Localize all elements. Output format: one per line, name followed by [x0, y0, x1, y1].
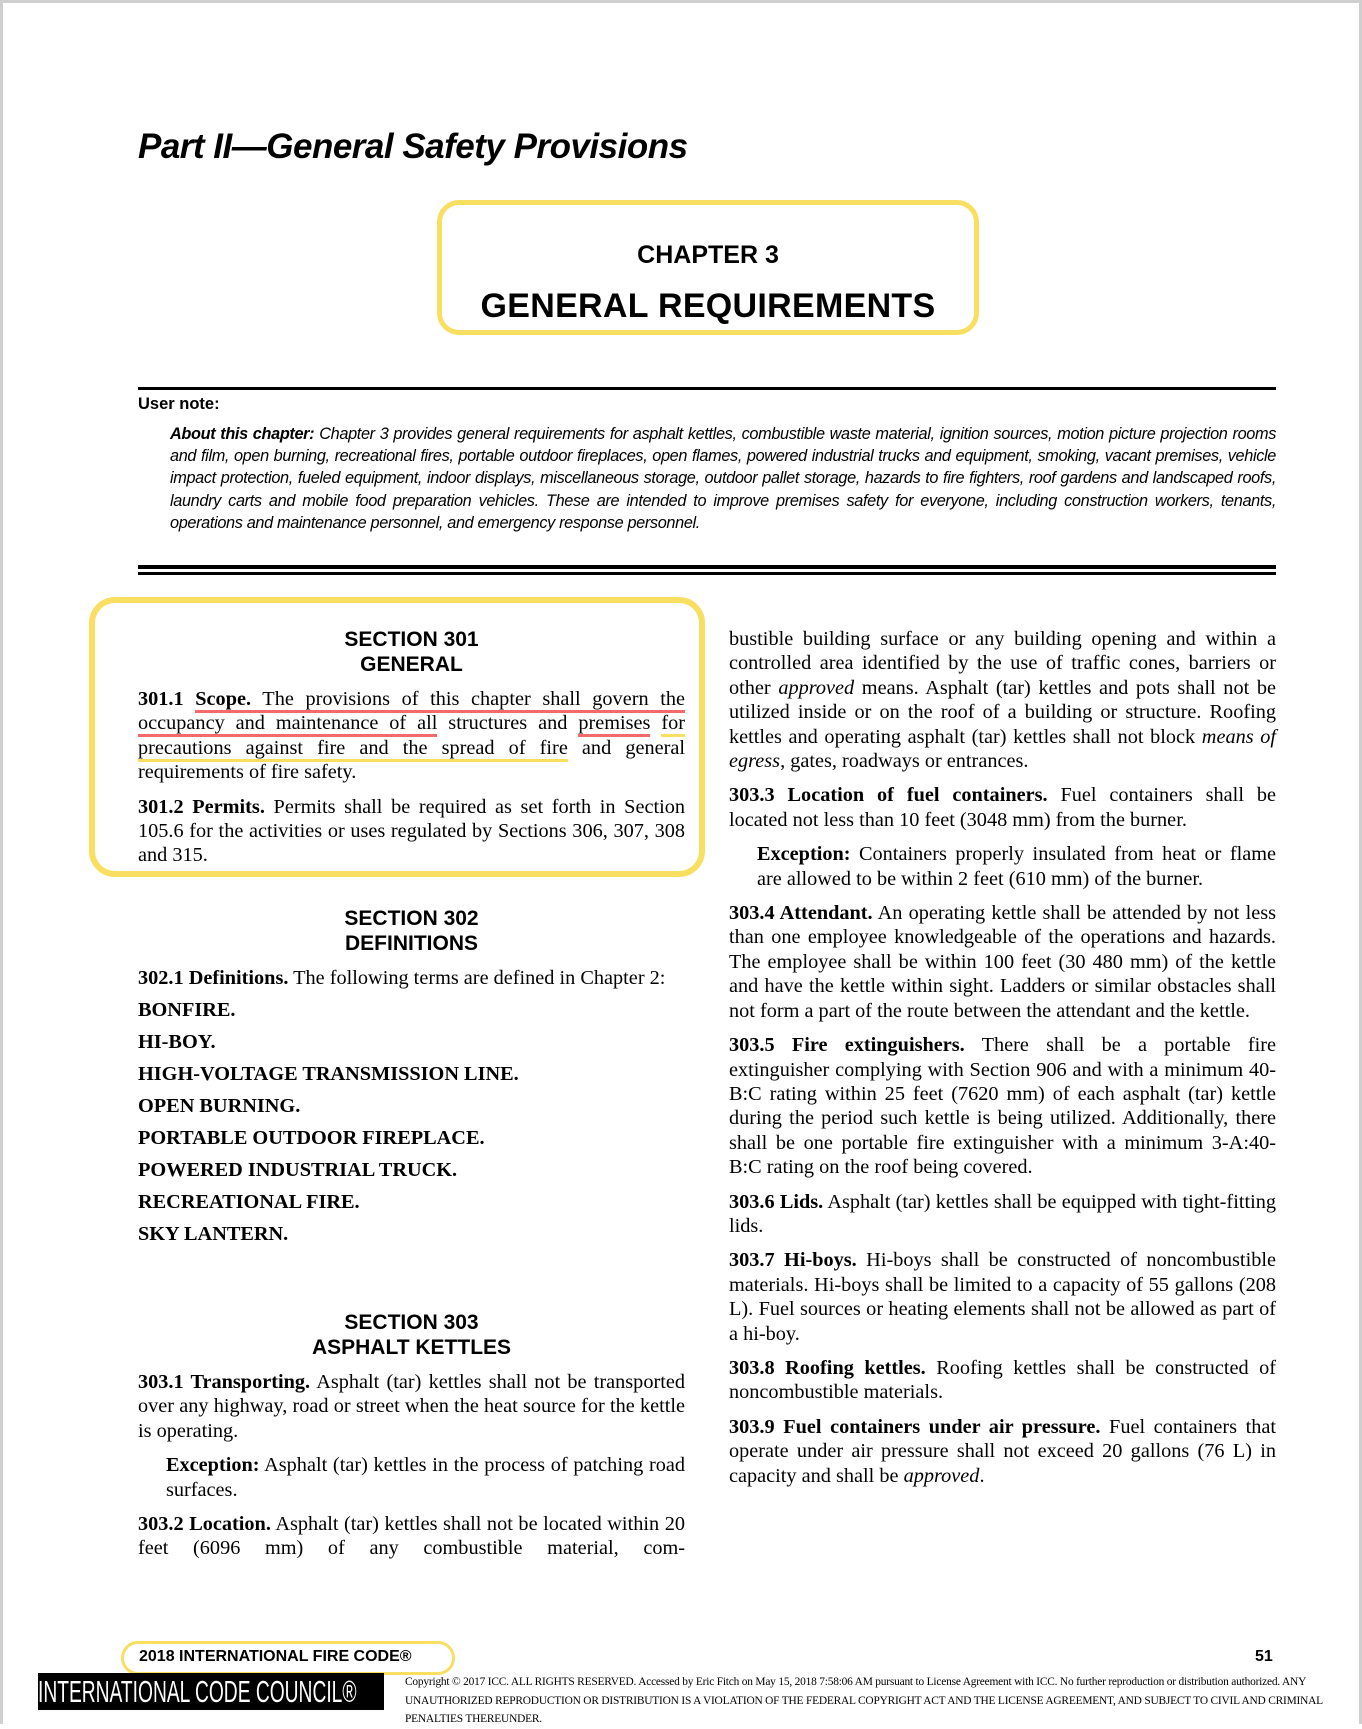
defined-term: HI-BOY.: [138, 1031, 216, 1054]
text: bustible building surface or any building opening and within a controlled area identified by the use of traffic cones, barriers or other: [729, 628, 1276, 699]
exception-303-3: [757, 842, 1276, 891]
divider: [138, 572, 1276, 575]
section-301: [138, 627, 685, 878]
exception-303-1: [166, 1453, 685, 1502]
clause-title: 303.1 Transporting.: [138, 1371, 311, 1393]
paragraph-301-2: [138, 795, 685, 868]
paragraph-303-5: [729, 1033, 1276, 1179]
red-underlined-text: The provisions of this chapter shall govern the: [251, 688, 685, 713]
defined-term: OPEN BURNING.: [138, 1095, 301, 1118]
page-number: 51: [1255, 1648, 1273, 1665]
clause-text: Permits shall be required as set forth in Section 105.6 for the activities or uses regulated by Sections 306, 307, 308 and 315.: [138, 795, 686, 867]
chapter-highlight-box: [437, 200, 979, 335]
defined-term-italic: approved: [778, 676, 855, 699]
chapter-title: GENERAL REQUIREMENTS: [480, 287, 936, 325]
section-302-heading: [138, 906, 685, 956]
text: means. Asphalt (tar) kettles and pots shall not be utilized inside or on the roof of a building or structure. Roofing kettles and operating asphalt (tar) kettles shall not block: [729, 676, 1276, 748]
text: .: [979, 1464, 985, 1487]
defined-term: RECREATIONAL FIRE.: [138, 1190, 360, 1213]
code-title: 2018 INTERNATIONAL FIRE CODE®: [139, 1648, 412, 1665]
clause-title: 303.7 Hi-boys.: [729, 1249, 857, 1272]
paragraph-303-9: [729, 1415, 1276, 1488]
clause-text: An operating kettle shall be attended by not less than one employee knowledgeable of the operations and hazards. The employee shall be within 100 feet (30 480 mm) of the kettle and have the kettle within sight. Ladders or similar obstacles shall not form a part of the route between the attendant and the kettle.: [729, 902, 1277, 1022]
section-number: SECTION 301: [344, 628, 479, 651]
section-302: [138, 906, 685, 1254]
clause-text: Fuel containers that operate under air pressure shall not exceed 20 gallons (76 L) in capacity and shall be: [729, 1415, 1276, 1487]
chapter-number: CHAPTER 3: [637, 241, 779, 269]
clause-text: Fuel containers shall be located not less than 10 feet (3048 mm) from the burner.: [729, 784, 1276, 831]
clause-title: 303.8 Roofing kettles.: [729, 1356, 926, 1379]
logo-text: INTERNATIONAL CODE COUNCIL®: [38, 1674, 357, 1709]
exception-text: Containers properly insulated from heat or flame are allowed to be within 2 feet (610 mm) of the burner.: [757, 843, 1276, 890]
defined-term: SKY LANTERN.: [138, 1222, 289, 1245]
clause-title: 302.1 Definitions.: [138, 967, 289, 989]
clause-text: Roofing kettles shall be constructed of noncombustible materials.: [729, 1356, 1276, 1404]
defined-term: BONFIRE.: [138, 999, 236, 1022]
exception-label: Exception:: [166, 1454, 260, 1477]
clause-text: Asphalt (tar) kettles shall be equipped with tight-fitting lids.: [729, 1190, 1277, 1237]
paragraph-303-3: [729, 783, 1276, 832]
paragraph-303-2: [138, 1512, 685, 1561]
exception-text: Asphalt (tar) kettles in the process of patching road surfaces.: [166, 1454, 685, 1501]
user-note-label: User note:: [138, 395, 220, 413]
paragraph-303-2-continued: [729, 627, 1276, 773]
defined-term: HIGH-VOLTAGE TRANSMISSION LINE.: [138, 1063, 519, 1086]
clause-text: There shall be a portable fire extinguisher complying with Section 906 and with a minimum 40-B:C rating within 25 feet (7620 mm) of each asphalt (tar) kettle during the period such kettle is being utilized. Additionally, there shall be one portable fire extinguisher with a minimum 3-A:40-B:C rating on the roof being covered.: [729, 1034, 1276, 1179]
paragraph-303-1: [138, 1370, 685, 1443]
paragraph-302-1: [138, 966, 685, 990]
clause-title: 303.5 Fire extinguishers.: [729, 1034, 965, 1057]
exception-label: Exception:: [757, 843, 851, 866]
text: , gates, roadways or entrances.: [780, 750, 1029, 773]
clause-title: 303.9 Fuel containers under air pressure.: [729, 1415, 1101, 1438]
paragraph-303-8: [729, 1356, 1276, 1405]
user-note-lead: About this chapter:: [170, 425, 315, 443]
section-301-heading: [138, 627, 685, 677]
clause-text: The following terms are defined in Chapter 2:: [288, 967, 666, 989]
clause-text: Hi-boys shall be constructed of noncombustible materials. Hi-boys shall be limited to a capacity of 55 gallons (208 L). Fuel sources or heating elements shall not be allowed as part of a hi-boy.: [729, 1249, 1276, 1345]
user-note-text: Chapter 3 provides general requirements for asphalt kettles, combustible waste material, ignition sources, motion picture projection rooms and film, open burning, recreational fires, portable outdoor fireplaces, open flames, powered industrial trucks and equipment, smoking, vacant premises, vehicle impact protection, fueled equipment, indoor displays, miscellaneous storage, outdoor pallet storage, hazards to fire fighters, roof gardens and landscaped roofs, laundry carts and mobile food preparation vehicles. These are intended to improve premises safety for everyone, including construction workers, tenants, operations and maintenance personnel, and emergency response personnel.: [170, 425, 1276, 532]
copyright-notice: Copyright © 2017 ICC. ALL RIGHTS RESERVED. Accessed by Eric Fitch on May 15, 2018 7:58:06 AM pursuant to License Agreement with ICC. No further reproduction or distribution authorized. ANY UNAUTHORIZED REPRODUCTION OR DISTRIBUTION IS A VIOLATION OF THE FEDERAL COPYRIGHT ACT AND THE LICENSE AGREEMENT, AND SUBJECT TO CIVIL AND CRIMINAL PENALTIES THEREUNDER.: [405, 1676, 1323, 1725]
defined-term-italic: approved: [903, 1464, 980, 1487]
section-title: GENERAL: [360, 653, 463, 676]
text: structures and: [437, 712, 579, 735]
red-underlined-text: occupancy and maintenance of all: [138, 712, 437, 737]
clause-title: 301.2 Permits.: [138, 795, 265, 818]
section-303-heading: [138, 1310, 685, 1360]
paragraph-303-6: [729, 1190, 1276, 1239]
defined-term: PORTABLE OUTDOOR FIREPLACE.: [138, 1127, 485, 1150]
red-underlined-text: premises: [578, 712, 650, 737]
clause-title: 303.4 Attendant.: [729, 902, 873, 925]
paragraph-303-7: [729, 1248, 1276, 1346]
divider: [138, 565, 1276, 569]
clause-number: 301.1: [138, 688, 184, 710]
icc-logo: [38, 1673, 384, 1710]
divider: [138, 387, 1276, 390]
section-title: DEFINITIONS: [344, 932, 478, 955]
clause-title: Scope.: [195, 688, 251, 713]
yellow-underlined-text: for precautions against fire and the spread of fire: [138, 712, 685, 761]
part-title: Part II—General Safety Provisions: [138, 127, 688, 166]
clause-text: Asphalt (tar) kettles shall not be located within 20 feet (6096 mm) of any combustible material, com-: [138, 1513, 685, 1560]
text: [650, 712, 661, 734]
user-note-body: [170, 423, 1276, 534]
section-303: [138, 1310, 685, 1571]
paragraph-301-1: [138, 687, 685, 785]
paragraph-303-4: [729, 901, 1276, 1023]
clause-title: 303.6 Lids.: [729, 1190, 824, 1213]
clause-text: Asphalt (tar) kettles shall not be transported over any highway, road or street when the heat source for the kettle is operating.: [138, 1371, 685, 1442]
clause-title: 303.2 Location.: [138, 1513, 271, 1536]
text: and general requirements of fire safety.: [138, 736, 685, 784]
section-title: ASPHALT KETTLES: [311, 1336, 512, 1359]
defined-term-italic: means of egress: [729, 725, 1276, 773]
section-number: SECTION 302: [344, 907, 479, 930]
clause-title: 303.3 Location of fuel containers.: [729, 784, 1048, 807]
section-number: SECTION 303: [344, 1311, 479, 1334]
right-column: [729, 627, 1276, 1498]
defined-term: POWERED INDUSTRIAL TRUCK.: [138, 1158, 458, 1181]
